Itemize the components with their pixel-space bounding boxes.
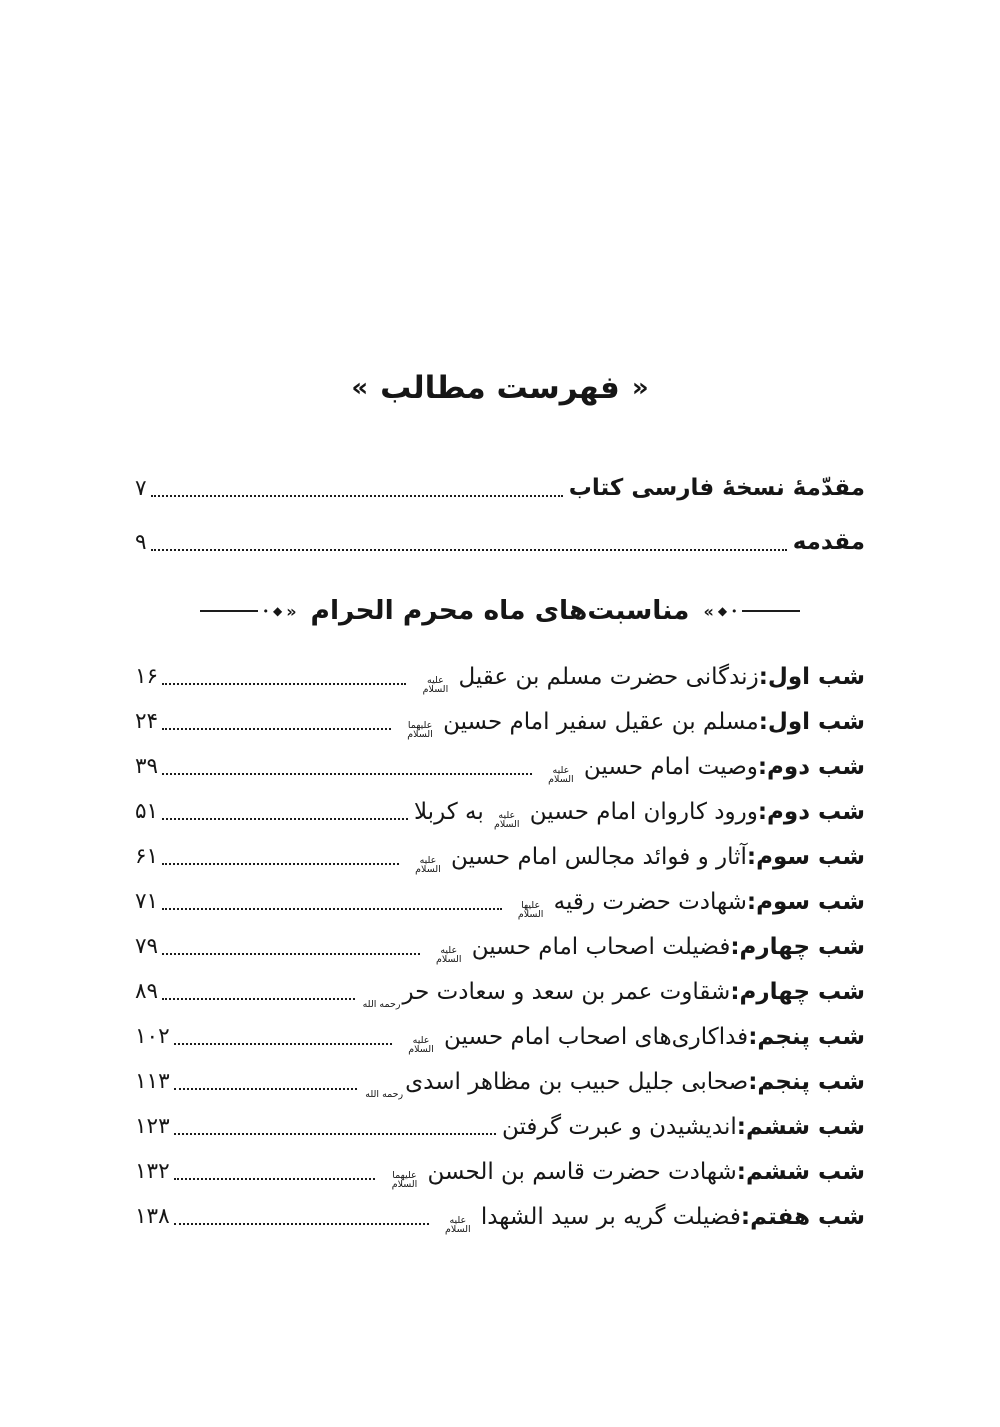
entry-title: مقدمه	[792, 529, 865, 555]
dot-leader	[174, 1043, 392, 1045]
entry-night-label: شب دوم:	[757, 799, 865, 825]
entry-title: مسلم بن عقیل سفیر امام حسین	[443, 709, 759, 735]
page-number: ۷۱	[135, 889, 159, 914]
dot-leader	[174, 1223, 429, 1225]
honorific-mark: علیه السلام	[548, 765, 574, 785]
honorific-mark: رحمه الله	[365, 1089, 404, 1100]
toc-entry	[135, 705, 865, 739]
toc-entry	[135, 660, 865, 694]
page-number: ۷	[135, 476, 147, 501]
section-header	[135, 588, 865, 634]
entry-night-label: شب ششم:	[736, 1114, 865, 1140]
ornament-diamond-icon: ◆	[717, 603, 728, 618]
entry-night-label: شب سوم:	[746, 889, 865, 915]
honorific-mark: علیه السلام	[435, 945, 462, 965]
entry-night-label: شب پنجم:	[748, 1024, 865, 1050]
ornament-dot-icon: •	[262, 604, 269, 618]
entry-title: اندیشیدن و عبرت گرفتن	[501, 1114, 737, 1140]
page-number: ۱۱۳	[135, 1069, 170, 1094]
title-quote-close: »	[631, 373, 649, 403]
toc-entry	[135, 1200, 865, 1234]
dot-leader	[162, 773, 532, 775]
dot-leader	[174, 1088, 358, 1090]
dot-leader	[162, 728, 391, 730]
honorific-mark: علیه السلام	[408, 1035, 434, 1055]
honorific-mark: علیهما السلام	[391, 1170, 418, 1190]
toc-entry	[135, 1065, 865, 1099]
page-number: ۶۱	[135, 844, 159, 869]
ornament-line	[742, 610, 800, 612]
dot-leader	[151, 495, 563, 497]
entry-title: شقاوت عمر بن سعد و سعادت حر	[402, 979, 731, 1005]
toc-intro-entry	[135, 524, 865, 560]
page-number: ۹	[135, 530, 147, 555]
entry-title: شهادت حضرت قاسم بن الحسن	[427, 1159, 737, 1185]
page-number: ۵۱	[135, 799, 159, 824]
entry-night-label: شب اول:	[758, 664, 865, 690]
honorific-mark: علیهما السلام	[407, 720, 433, 740]
toc-entry	[135, 795, 865, 829]
dot-leader	[162, 683, 406, 685]
title-quote-open: «	[351, 373, 369, 403]
page-title-text: فهرست مطالب	[380, 370, 620, 406]
dot-leader	[151, 549, 787, 551]
entry-title: صحابی جلیل حبیب بن مظاهر اسدی	[405, 1069, 749, 1095]
page-number: ۸۹	[135, 979, 159, 1004]
toc-entry	[135, 1110, 865, 1144]
entry-title: فضیلت اصحاب امام حسین	[471, 934, 731, 960]
dot-leader	[162, 998, 354, 1000]
page-number: ۱۳۸	[135, 1204, 170, 1229]
entry-title: شهادت حضرت رقیه	[553, 889, 747, 915]
page-number: ۱۶	[135, 664, 159, 689]
honorific-mark: علیه السلام	[415, 855, 441, 875]
entry-night-label: شب پنجم:	[748, 1069, 865, 1095]
page-title	[135, 366, 865, 410]
entry-night-label: شب هفتم:	[740, 1204, 865, 1230]
section-ornament-right	[703, 601, 799, 621]
ornament-line	[200, 610, 258, 612]
page-number: ۷۹	[135, 934, 159, 959]
toc-entry	[135, 975, 865, 1009]
ornament-diamond-icon: ◆	[272, 603, 283, 618]
page-number: ۱۳۲	[135, 1159, 170, 1184]
dot-leader	[162, 818, 408, 820]
entry-title: آثار و فوائد مجالس امام حسین	[450, 844, 747, 870]
toc-entry	[135, 885, 865, 919]
dot-leader	[174, 1178, 376, 1180]
entry-night-label: شب چهارم:	[730, 934, 865, 960]
page-number: ۱۰۲	[135, 1024, 170, 1049]
dot-leader	[174, 1133, 496, 1135]
entry-title: فداکاری‌های اصحاب امام حسین	[444, 1024, 749, 1050]
honorific-mark: علیه السلام	[493, 810, 520, 830]
entry-title: ورود کاروان امام حسین	[529, 799, 758, 825]
entry-title: فضیلت گریه بر سید الشهدا	[480, 1204, 741, 1230]
entry-title: زندگانی حضرت مسلم بن عقیل	[458, 664, 759, 690]
page-number: ۳۹	[135, 754, 159, 779]
toc-entry	[135, 750, 865, 784]
page-content	[135, 0, 865, 1427]
entry-night-label: شب سوم:	[746, 844, 865, 870]
entry-night-label: شب چهارم:	[730, 979, 865, 1005]
dot-leader	[162, 908, 502, 910]
ornament-chevron-icon: »	[286, 601, 297, 621]
toc-entry	[135, 930, 865, 964]
page-number: ۲۴	[135, 709, 159, 734]
ornament-dot-icon: •	[731, 604, 738, 618]
page-number: ۱۲۳	[135, 1114, 170, 1139]
honorific-mark: علیه السلام	[422, 675, 449, 695]
section-title: مناسبت‌های ماه محرم الحرام	[310, 595, 690, 626]
dot-leader	[162, 863, 399, 865]
ornament-chevron-icon: «	[703, 601, 714, 621]
toc-entry	[135, 1155, 865, 1189]
honorific-mark: علیها السلام	[517, 900, 544, 920]
entry-night-label: شب دوم:	[757, 754, 865, 780]
toc-entry	[135, 1020, 865, 1054]
entry-night-label: شب ششم:	[736, 1159, 865, 1185]
toc-intro-entry	[135, 470, 865, 506]
dot-leader	[162, 953, 420, 955]
section-ornament-left	[200, 601, 297, 621]
honorific-mark: رحمه الله	[362, 999, 401, 1010]
entry-title: مقدّمهٔ نسخهٔ فارسی کتاب	[568, 475, 865, 501]
toc-entry	[135, 840, 865, 874]
entry-title-suffix: به کربلا	[413, 799, 484, 825]
entry-title: وصیت امام حسین	[583, 754, 758, 780]
entry-night-label: شب اول:	[758, 709, 865, 735]
honorific-mark: علیه السلام	[445, 1215, 471, 1235]
